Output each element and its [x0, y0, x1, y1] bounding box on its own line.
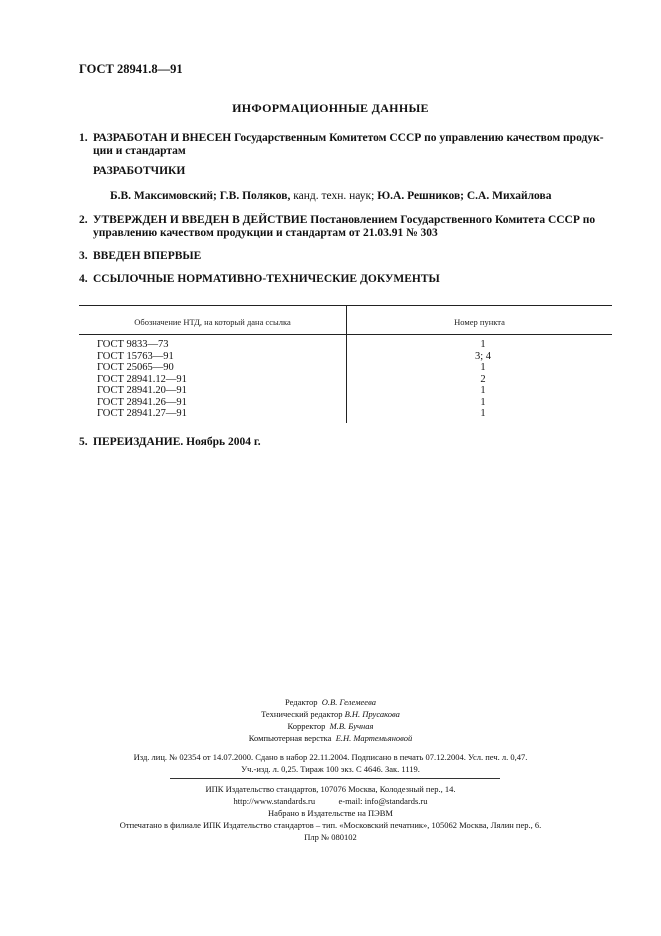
- developer-name: Ю.А. Решников;: [377, 190, 464, 202]
- table-item-column: [450, 339, 516, 420]
- section-2-line-2: управлению качеством продукции и стандартам от 21.03.91 № 303: [93, 227, 438, 239]
- printer-license: Плр № 080102: [304, 832, 357, 842]
- table-cell-item: 1: [480, 339, 486, 350]
- developers-list: [110, 190, 551, 202]
- table-document-column: [97, 339, 187, 420]
- table-cell-document: ГОСТ 28941.20—91: [97, 385, 187, 396]
- section-4-number: 4.: [79, 273, 88, 285]
- imprint-rule: [170, 778, 500, 779]
- credit-editor: Редактор О.В. Гелемеева: [285, 697, 376, 707]
- document-code: ГОСТ 28941.8—91: [79, 62, 183, 76]
- section-4: [79, 273, 440, 285]
- section-1-number: 1.: [79, 132, 88, 144]
- printer-typeset: Набрано в Издательстве на ПЭВМ: [268, 808, 393, 818]
- table-cell-document: ГОСТ 25065—90: [97, 362, 174, 373]
- printer-email: e-mail: info@standards.ru: [338, 796, 428, 806]
- section-2-number: 2.: [79, 214, 88, 226]
- printer-info: [0, 783, 661, 843]
- credit-corrector: Корректор М.В. Бучная: [287, 721, 374, 731]
- table-header-document: Обозначение НТД, на который дана ссылка: [134, 317, 291, 327]
- section-1-text: РАЗРАБОТАН И ВНЕСЕН Государственным Комитетом СССР по управлению качеством продук-: [93, 132, 604, 144]
- section-5-text: ПЕРЕИЗДАНИЕ. Ноябрь 2004 г.: [93, 436, 261, 448]
- developer-name: Б.В. Максимовский;: [110, 190, 217, 202]
- printer-branch: Отпечатано в филиале ИПК Издательство стандартов – тип. «Московский печатник», 105062 Москва, Лялин пер., 6.: [119, 820, 542, 830]
- developer-degree: канд. техн. наук;: [293, 190, 375, 202]
- developer-name: С.А. Михайлова: [466, 190, 552, 202]
- table-cell-document: ГОСТ 28941.26—91: [97, 396, 187, 408]
- table-cell-item: 1: [480, 362, 486, 373]
- table-cell-item: 1: [480, 385, 486, 396]
- developer-name: Г.В. Поляков,: [219, 190, 291, 202]
- page-title: ИНФОРМАЦИОННЫЕ ДАННЫЕ: [232, 101, 429, 115]
- table-cell-item: 3; 4: [474, 350, 492, 362]
- table-cell-document: ГОСТ 28941.27—91: [97, 408, 187, 419]
- credit-layout: Компьютерная верстка Е.Н. Мартемьяновой: [248, 733, 413, 743]
- section-1-line-1: [79, 132, 619, 145]
- table-cell-document: ГОСТ 9833—73: [97, 339, 169, 350]
- printer-website: http://www.standards.ru: [233, 796, 316, 806]
- printer-address: ИПК Издательство стандартов, 107076 Москва, Колодезный пер., 14.: [205, 784, 456, 794]
- section-3-number: 3.: [79, 250, 88, 262]
- section-3: [79, 250, 201, 262]
- printer-contacts: [0, 795, 661, 807]
- section-5: [79, 436, 261, 448]
- section-2-text: УТВЕРЖДЕН И ВВЕДЕН В ДЕЙСТВИЕ Постановлением Государственного Комитета СССР по: [93, 214, 596, 226]
- publication-line: Уч.-изд. л. 0,25. Тираж 100 экз. С 4646. Зак. 1119.: [241, 764, 420, 774]
- section-5-number: 5.: [79, 436, 88, 448]
- publication-info: [0, 751, 661, 775]
- credits-block: [0, 696, 661, 744]
- developers-heading: РАЗРАБОТЧИКИ: [93, 165, 186, 177]
- section-3-text: ВВЕДЕН ВПЕРВЫЕ: [93, 250, 202, 262]
- table-cell-document: ГОСТ 15763—91: [97, 350, 174, 362]
- credit-tech-editor: Технический редактор В.Н. Прусакова: [261, 709, 400, 719]
- section-4-text: ССЫЛОЧНЫЕ НОРМАТИВНО-ТЕХНИЧЕСКИЕ ДОКУМЕНТЫ: [93, 273, 440, 285]
- table-cell-item: 1: [480, 396, 486, 408]
- table-cell-item: 1: [480, 408, 486, 419]
- table-cell-document: ГОСТ 28941.12—91: [97, 373, 187, 385]
- table-header-item: Номер пункта: [454, 317, 505, 327]
- publication-line: Изд. лиц. № 02354 от 14.07.2000. Сдано в набор 22.11.2004. Подписано в печать 07.12.2004. Усл. печ. л. 0,47.: [133, 752, 528, 762]
- section-2-line-1: [79, 214, 619, 227]
- table-cell-item: 2: [480, 373, 486, 385]
- section-1-line-2: ции и стандартам: [93, 145, 186, 157]
